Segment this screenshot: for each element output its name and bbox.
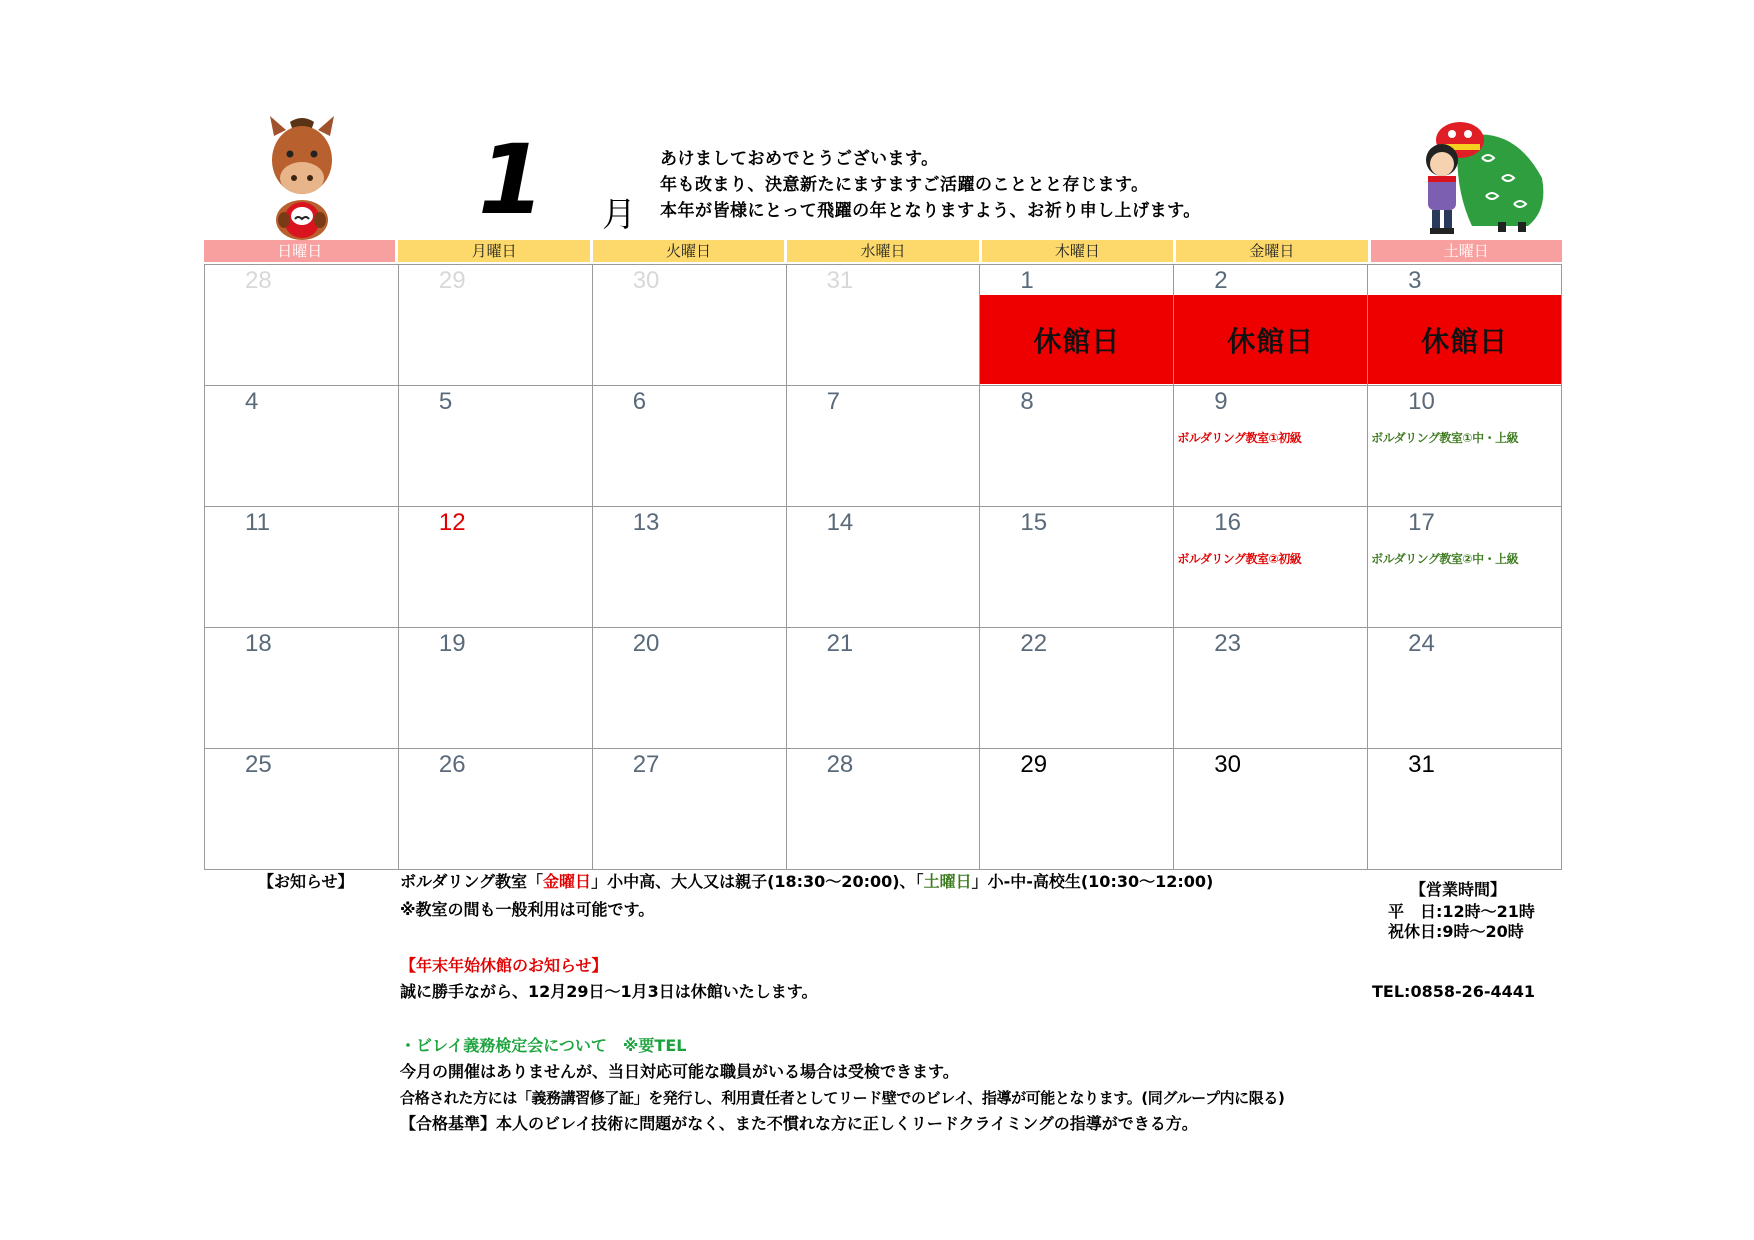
day-number: 21 bbox=[826, 630, 854, 657]
day-number: 22 bbox=[1020, 630, 1048, 657]
closed-day-label: 休館日 bbox=[1174, 295, 1367, 384]
calendar-day-cell bbox=[593, 507, 787, 628]
calendar-day-cell bbox=[205, 507, 399, 628]
calendar-day-cell bbox=[787, 386, 981, 507]
calendar-day-cell bbox=[980, 386, 1174, 507]
bouldering-class-event: ボルダリング教室②中・上級 bbox=[1371, 552, 1519, 566]
greeting-line: 年も改まり、決意新たにますますご活躍のこととと存じます。 bbox=[660, 175, 1149, 195]
calendar-day-cell bbox=[1174, 386, 1368, 507]
bouldering-schedule-line bbox=[400, 872, 1213, 892]
day-number: 29 bbox=[1020, 751, 1048, 778]
phone-number: TEL:0858-26-4441 bbox=[1372, 982, 1536, 1001]
calendar-day-cell bbox=[1174, 749, 1368, 870]
calendar-day-cell bbox=[980, 749, 1174, 870]
calendar-day-cell bbox=[399, 265, 593, 386]
general-use-note: ※教室の間も一般利用は可能です。 bbox=[400, 900, 655, 919]
calendar-day-cell bbox=[980, 507, 1174, 628]
calendar-day-cell bbox=[593, 749, 787, 870]
calendar-day-cell bbox=[399, 749, 593, 870]
calendar-day-cell bbox=[1368, 386, 1562, 507]
business-hours-weekday: 平 日:12時～21時 bbox=[1388, 902, 1535, 921]
holiday-closure-text: 誠に勝手ながら、12月29日～1月3日は休館いたします。 bbox=[400, 982, 818, 1001]
calendar-day-cell bbox=[787, 507, 981, 628]
day-number: 28 bbox=[245, 267, 272, 294]
day-number: 13 bbox=[632, 509, 660, 536]
day-number: 12 bbox=[438, 509, 466, 536]
calendar-day-cell bbox=[1368, 628, 1562, 749]
day-number: 9 bbox=[1214, 388, 1228, 415]
day-number: 2 bbox=[1214, 267, 1228, 294]
calendar-day-cell bbox=[399, 507, 593, 628]
day-number: 26 bbox=[438, 751, 466, 778]
calendar-day-cell bbox=[399, 628, 593, 749]
weekday-monday: 月曜日 bbox=[398, 240, 589, 262]
bouldering-prefix: ボルダリング教室「 bbox=[400, 872, 544, 891]
day-number: 14 bbox=[826, 509, 854, 536]
weekday-header-row bbox=[204, 240, 1562, 262]
closed-day-label: 休館日 bbox=[980, 295, 1173, 384]
weekday-friday: 金曜日 bbox=[1176, 240, 1367, 262]
belay-line: 合格された方には「義務講習修了証」を発行し、利用責任者としてリード壁でのビレイ、指導が可能となります。(同グループ内に限る) bbox=[400, 1089, 1285, 1107]
calendar-day-cell bbox=[1174, 265, 1368, 386]
calendar-day-cell bbox=[593, 386, 787, 507]
calendar-day-cell bbox=[980, 265, 1174, 386]
calendar-day-cell bbox=[593, 628, 787, 749]
calendar-day-cell bbox=[1368, 749, 1562, 870]
day-number: 17 bbox=[1408, 509, 1435, 536]
notice-label: 【お知らせ】 bbox=[258, 872, 354, 891]
business-hours-holiday: 祝休日:9時～20時 bbox=[1388, 922, 1524, 941]
calendar-day-cell bbox=[787, 749, 981, 870]
saturday-label: 土曜日 bbox=[923, 872, 972, 891]
day-number: 29 bbox=[438, 267, 466, 294]
bouldering-class-event: ボルダリング教室①中・上級 bbox=[1371, 431, 1519, 445]
greeting-line: あけましておめでとうございます。 bbox=[660, 149, 939, 169]
calendar-day-cell bbox=[593, 265, 787, 386]
day-number: 20 bbox=[632, 630, 660, 657]
day-number: 1 bbox=[1020, 267, 1034, 294]
calendar-day-cell bbox=[399, 386, 593, 507]
day-number: 6 bbox=[632, 388, 647, 415]
weekday-thursday: 木曜日 bbox=[982, 240, 1173, 262]
bouldering-suffix: 」小-中-高校生(10:30～12:00) bbox=[971, 872, 1214, 891]
closed-day-label: 休館日 bbox=[1368, 295, 1561, 384]
day-number: 27 bbox=[632, 751, 660, 778]
belay-test-title: ・ビレイ義務検定会について ※要TEL bbox=[400, 1036, 687, 1055]
weekday-sunday: 日曜日 bbox=[204, 240, 395, 262]
business-hours-title: 【営業時間】 bbox=[1410, 880, 1507, 899]
day-number: 28 bbox=[826, 751, 854, 778]
calendar-day-cell bbox=[205, 749, 399, 870]
calendar-day-cell bbox=[1368, 265, 1562, 386]
lion-dance-child-icon bbox=[1402, 118, 1550, 236]
day-number: 5 bbox=[438, 388, 453, 415]
day-number: 15 bbox=[1020, 509, 1048, 536]
holiday-closure-title: 【年末年始休館のお知らせ】 bbox=[400, 956, 608, 975]
belay-line: 今月の開催はありませんが、当日対応可能な職員がいる場合は受検できます。 bbox=[400, 1062, 959, 1081]
day-number: 3 bbox=[1408, 267, 1422, 294]
day-number: 11 bbox=[245, 509, 270, 536]
bouldering-mid: 」小中高、大人又は親子(18:30～20:00)、「 bbox=[591, 872, 924, 891]
calendar-day-cell bbox=[787, 265, 981, 386]
month-unit-label: 月 bbox=[602, 195, 636, 235]
day-number: 30 bbox=[1214, 751, 1241, 778]
belay-line: 【合格基準】本人のビレイ技術に問題がなく、また不慣れな方に正しくリードクライミングの指導ができる方。 bbox=[400, 1114, 1198, 1133]
calendar-day-cell bbox=[205, 386, 399, 507]
day-number: 31 bbox=[826, 267, 854, 294]
day-number: 23 bbox=[1214, 630, 1241, 657]
weekday-saturday: 土曜日 bbox=[1371, 240, 1562, 262]
new-year-greeting bbox=[660, 146, 1201, 224]
calendar-day-cell bbox=[787, 628, 981, 749]
day-number: 30 bbox=[632, 267, 660, 294]
monthly-calendar bbox=[204, 240, 1562, 870]
day-number: 7 bbox=[826, 388, 840, 415]
calendar-day-cell bbox=[1174, 507, 1368, 628]
day-number: 4 bbox=[245, 388, 259, 415]
day-number: 10 bbox=[1408, 388, 1435, 415]
friday-label: 金曜日 bbox=[543, 872, 592, 891]
weekday-tuesday: 火曜日 bbox=[593, 240, 784, 262]
day-number: 25 bbox=[245, 751, 272, 778]
calendar-grid bbox=[204, 264, 1562, 870]
day-number: 18 bbox=[245, 630, 272, 657]
calendar-day-cell bbox=[205, 628, 399, 749]
bouldering-class-event: ボルダリング教室②初級 bbox=[1177, 552, 1302, 566]
day-number: 31 bbox=[1408, 751, 1435, 778]
weekday-wednesday: 水曜日 bbox=[787, 240, 978, 262]
horse-with-daruma-icon bbox=[262, 116, 342, 240]
calendar-day-cell bbox=[1174, 628, 1368, 749]
calendar-day-cell bbox=[1368, 507, 1562, 628]
day-number: 16 bbox=[1214, 509, 1241, 536]
month-number: 1 bbox=[478, 124, 545, 236]
day-number: 24 bbox=[1408, 630, 1435, 657]
day-number: 19 bbox=[438, 630, 466, 657]
greeting-line: 本年が皆様にとって飛躍の年となりますよう、お祈り申し上げます。 bbox=[660, 201, 1201, 221]
day-number: 8 bbox=[1020, 388, 1034, 415]
calendar-day-cell bbox=[205, 265, 399, 386]
bouldering-class-event: ボルダリング教室①初級 bbox=[1177, 431, 1302, 445]
calendar-day-cell bbox=[980, 628, 1174, 749]
